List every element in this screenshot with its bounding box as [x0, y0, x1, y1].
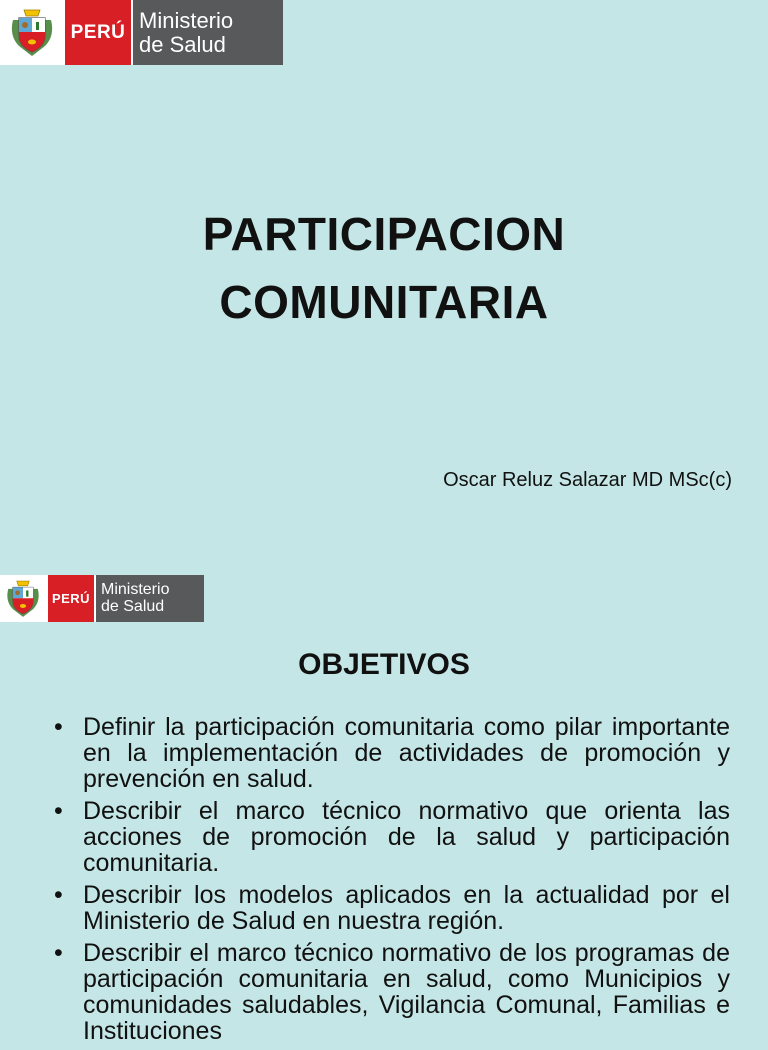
- bullet-icon: •: [54, 939, 63, 967]
- objectives-slide: [0, 563, 768, 1045]
- list-item-text: Describir los modelos aplicados en la actualidad por el Ministerio de Salud en nuestra región.: [83, 881, 730, 935]
- list-item: [46, 798, 730, 876]
- bullet-icon: •: [54, 797, 63, 825]
- list-item: [46, 714, 730, 792]
- coat-of-arms-icon: [0, 575, 46, 622]
- title-line1: PARTICIPACION: [202, 208, 566, 260]
- list-item-text: Definir la participación comunitaria como pilar importante en la implementación de actividades de promoción y prevención en salud.: [83, 713, 730, 793]
- list-item: [46, 940, 730, 1044]
- slide-title: [0, 200, 768, 336]
- ministry-name: [133, 0, 283, 65]
- list-item-text: Describir el marco técnico normativo que orienta las acciones de promoción de la salud y participación comunitaria.: [83, 797, 730, 877]
- bullet-icon: •: [54, 713, 63, 741]
- ministry-logo: [0, 575, 204, 622]
- title-line2: COMUNITARIA: [219, 276, 549, 328]
- objectives-list: [46, 714, 730, 1050]
- ministry-line2: de Salud: [139, 31, 226, 57]
- ministry-name: [96, 575, 204, 622]
- objectives-heading: OBJETIVOS: [298, 648, 470, 681]
- list-item-text: Describir el marco técnico normativo de los programas de participación comunitaria en salud, como Municipios y comunidades saludables, Vigilancia Comunal, Familias e Instituciones: [83, 939, 730, 1045]
- author-name: Oscar Reluz Salazar MD MSc(c): [443, 469, 732, 491]
- country-label: PERÚ: [46, 575, 96, 622]
- country-label: PERÚ: [63, 0, 133, 65]
- list-item: [46, 882, 730, 934]
- ministry-logo: [0, 0, 283, 65]
- ministry-line1: Ministerio: [101, 580, 170, 598]
- bullet-icon: •: [54, 881, 63, 909]
- ministry-line1: Ministerio: [139, 8, 234, 34]
- coat-of-arms-icon: [0, 0, 63, 65]
- ministry-line2: de Salud: [101, 597, 165, 615]
